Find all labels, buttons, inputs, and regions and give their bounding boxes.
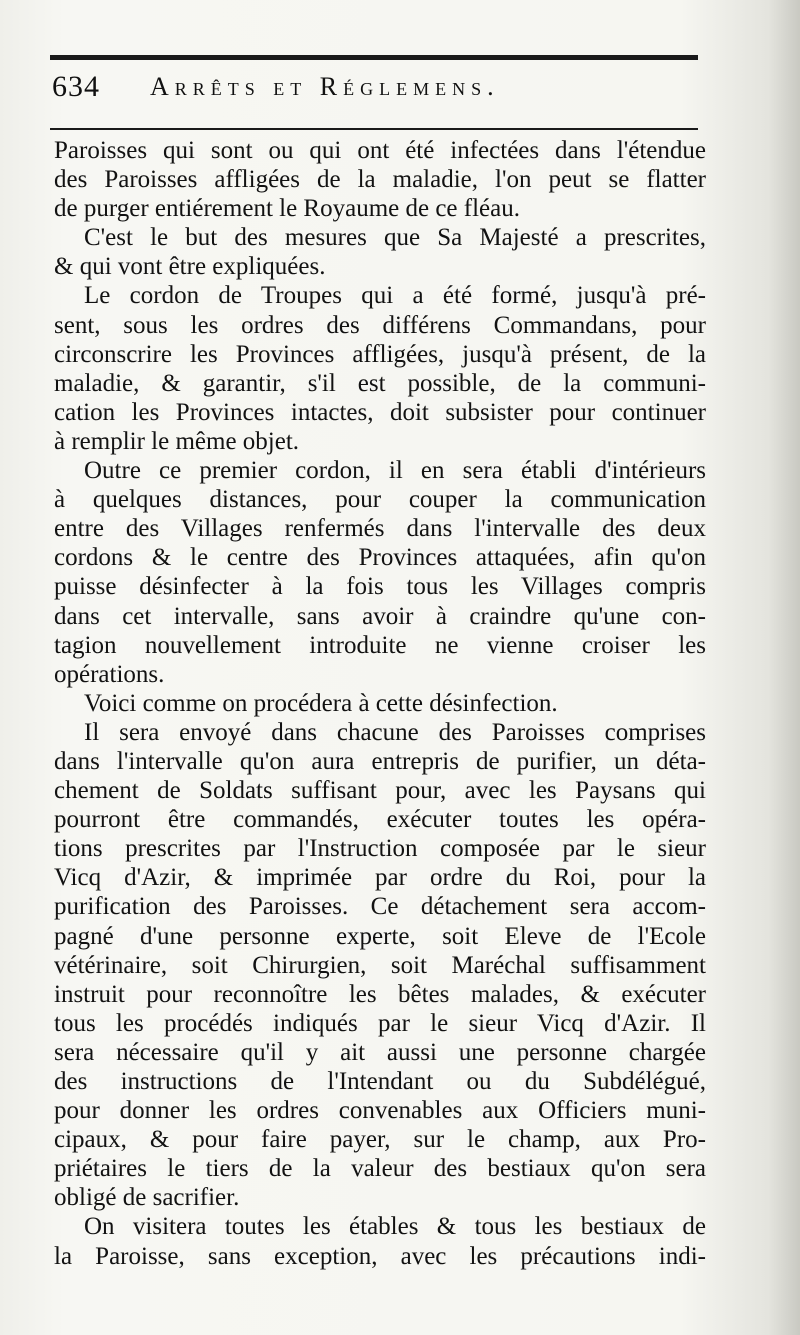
text-line: Il sera envoyé dans chacune des Paroisses comprises: [84, 718, 706, 746]
page-number: 634: [52, 70, 100, 103]
text-line: Le cordon de Troupes qui a été formé, jusqu'à pré-: [84, 282, 706, 310]
text-line: des instructions de l'Intendant ou du Subdélégué,: [54, 1068, 706, 1095]
text-line: Voici comme on procédera à cette désinfection.: [84, 689, 558, 717]
text-line: la Paroisse, sans exception, avec les précautions indi-: [54, 1242, 706, 1270]
text-line: opérations.: [54, 660, 165, 688]
text-line: vétérinaire, soit Chirurgien, soit Maréchal suffisamment: [54, 951, 706, 979]
text-line: cordons & le centre des Provinces attaquées, afin qu'on: [54, 544, 706, 572]
text-line: sera nécessaire qu'il y ait aussi une personne chargée: [54, 1038, 706, 1066]
text-line: dans cet intervalle, sans avoir à craindre qu'une con-: [54, 602, 706, 630]
text-line: à remplir le même objet.: [54, 427, 300, 455]
text-line: à quelques distances, pour couper la communication: [54, 486, 706, 514]
text-line: puisse désinfecter à la fois tous les Villages compris: [54, 573, 706, 601]
text-line: instruit pour reconnoître les bêtes malades, & exécuter: [54, 980, 706, 1008]
text-line: priétaires le tiers de la valeur des bestiaux qu'on sera: [54, 1155, 706, 1183]
text-line: & qui vont être expliquées.: [54, 253, 326, 281]
text-line: cation les Provinces intactes, doit subsister pour continuer: [54, 398, 706, 426]
text-line: cipaux, & pour faire payer, sur le champ, aux Pro-: [54, 1126, 706, 1154]
text-line: Outre ce premier cordon, il en sera établi d'intérieurs: [84, 457, 706, 485]
text-line: de purger entiérement le Royaume de ce fléau.: [54, 195, 520, 223]
page-header: [52, 70, 702, 114]
text-line: sent, sous les ordres des différens Commandans, pour: [54, 311, 706, 339]
text-line: entre des Villages renfermés dans l'intervalle des deux: [54, 515, 706, 543]
text-line: tagion nouvellement introduite ne vienne croiser les: [54, 631, 706, 659]
text-line: circonscrire les Provinces affligées, jusqu'à présent, de la: [54, 340, 706, 368]
text-line: des Paroisses affligées de la maladie, l'on peut se flatter: [54, 166, 706, 194]
text-line: Paroisses qui sont ou qui ont été infectées dans l'étendue: [54, 137, 706, 164]
text-line: On visitera toutes les étables & tous les bestiaux de: [84, 1213, 706, 1241]
text-line: chement de Soldats suffisant pour, avec les Paysans qui: [54, 777, 706, 805]
text-line: tous les procédés indiqués par le sieur Vicq d'Azir. Il: [54, 1009, 706, 1037]
text-line: purification des Paroisses. Ce détachement sera accom-: [54, 893, 706, 921]
text-line: pourront être commandés, exécuter toutes les opéra-: [54, 806, 706, 834]
header-rule-thick: [50, 55, 698, 60]
text-line: tions prescrites par l'Instruction composée par le sieur: [54, 835, 706, 863]
text-line: pagné d'une personne experte, soit Eleve de l'Ecole: [54, 922, 706, 950]
text-line: maladie, & garantir, s'il est possible, de la communi-: [54, 369, 706, 397]
header-rule-thin: [50, 128, 698, 130]
text-line: Vicq d'Azir, & imprimée par ordre du Roi, pour la: [54, 864, 706, 892]
text-line: obligé de sacrifier.: [54, 1184, 240, 1212]
text-line: C'est le but des mesures que Sa Majesté a prescrites,: [84, 224, 706, 252]
running-title: Arrêts et Réglemens.: [150, 72, 500, 101]
body-text: [54, 136, 706, 1271]
text-line: pour donner les ordres convenables aux Officiers muni-: [54, 1097, 706, 1125]
text-line: dans l'intervalle qu'on aura entrepris de purifier, un déta-: [54, 747, 706, 775]
